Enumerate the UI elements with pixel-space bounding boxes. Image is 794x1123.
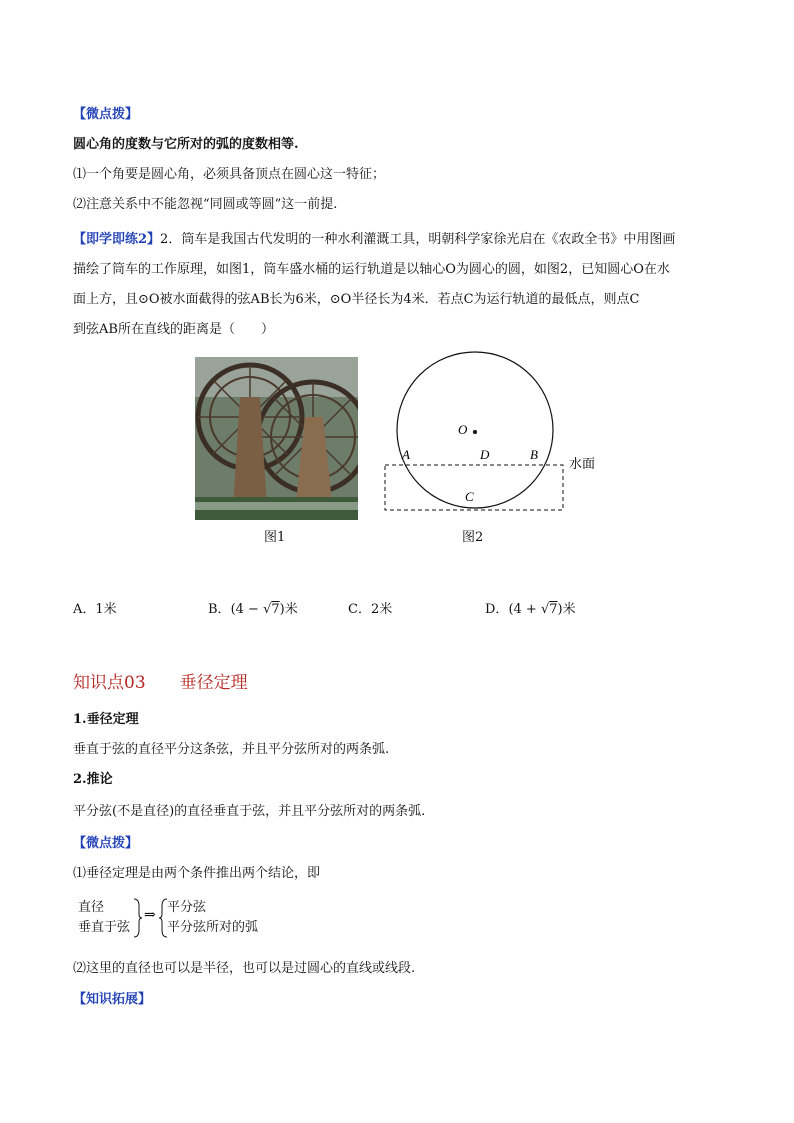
option-c: C．2米 [348,602,393,617]
option-d-expr-left: (4 + [508,602,541,617]
extend-tag: 【知识拓展】 [73,992,152,1007]
section-paragraph-2: 平分弦(不是直径)的直径垂直于弦，并且平分弦所对的两条弧. [73,804,426,819]
option-b-prefix: B． [208,602,231,617]
exercise-line-2: 描绘了筒车的工作原理，如图1，筒车盛水桶的运行轨道是以轴心O为圆心的圆，如图2，已知圆心O在水 [73,262,670,277]
circle-diagram [380,350,610,520]
option-b-sqrt: √7 [263,602,280,617]
option-d-expr-right: )米 [557,602,576,617]
exercise-text-1: 2．筒车是我国古代发明的一种水利灌溉工具，明朝科学家徐光启在《农政全书》中用图画 [160,232,676,247]
label-d: D [480,447,490,462]
option-b-expr-left: (4 − [230,602,264,617]
condition-1: 直径 [78,900,105,915]
exercise-line-3: 面上方，且⊙O被水面截得的弦AB长为6米，⊙O半径长为4米．若点C为运行轨道的最低点，则点C [73,292,640,307]
label-water: 水面 [569,456,596,471]
option-d-sqrt: √7 [540,602,558,617]
condition-2: 垂直于弦 [78,920,131,935]
section-paragraph-1: 垂直于弦的直径平分这条弦，并且平分弦所对的两条弧. [73,742,390,757]
option-b [208,598,298,617]
section-title: 知识点03 垂径定理 [73,673,248,693]
right-brace [133,898,143,938]
exercise-line-4: 到弦AB所在直线的距离是（ ） [73,322,274,337]
option-b-radicand: 7 [271,602,280,617]
center-dot [473,430,477,434]
section-heading-2: 2.推论 [73,772,113,787]
option-d [485,598,576,617]
note2-item-2: ⑵这里的直径也可以是半径，也可以是过圆心的直线或线段. [73,961,416,976]
figure-2-caption: 图2 [462,530,484,545]
option-b-expr-right: )米 [279,602,298,617]
exercise-tag: 【即学即练2】 [73,232,161,247]
option-d-prefix: D． [485,602,509,617]
label-b: B [530,447,538,462]
option-a: A．1米 [73,602,117,617]
exercise-line-1 [73,228,675,247]
waterwheel-illustration [195,357,358,520]
water-rect [385,465,563,510]
result-2: 平分弦所对的弧 [167,920,259,935]
figure-1-caption: 图1 [264,530,286,545]
result-1: 平分弦 [167,900,207,915]
note-item-2: ⑵注意关系中不能忽视“同圆或等圆”这一前提. [73,197,338,212]
waterwheel-photo [195,357,358,520]
note-main-text: 圆心角的度数与它所对的弧的度数相等. [73,137,299,152]
label-c: C [465,489,474,504]
label-a: A [402,447,410,462]
note-tag: 【微点拨】 [73,107,139,122]
option-d-radicand: 7 [549,602,558,617]
label-o: O [458,422,468,437]
note2-item-1: ⑴垂径定理是由两个条件推出两个结论，即 [73,866,321,881]
implies-arrow: ⇒ [144,907,156,923]
note-item-1: ⑴一个角要是圆心角，必须具备顶点在圆心这一特征； [73,167,386,182]
note2-tag: 【微点拨】 [73,836,139,851]
section-heading-1: 1.垂径定理 [73,712,139,727]
